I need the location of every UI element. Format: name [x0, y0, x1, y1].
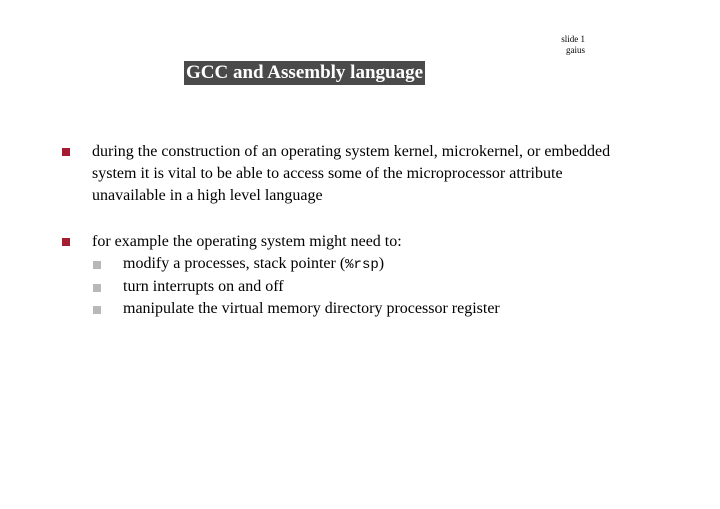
sub-bullet-list: [92, 253, 619, 320]
square-sub-bullet-icon: [93, 284, 101, 292]
bullet-item: [59, 231, 619, 320]
square-bullet-icon: [62, 148, 70, 156]
bullet-text: for example the operating system might need to:: [92, 233, 402, 250]
slide-author: gaius: [566, 45, 585, 55]
square-sub-bullet-icon: [93, 306, 101, 314]
sub-bullet-item: [92, 276, 619, 298]
code-register: %rsp: [345, 257, 379, 273]
slide-meta: [561, 34, 585, 56]
sub-bullet-text-after: ): [378, 255, 385, 272]
sub-bullet-item: [92, 298, 619, 320]
sub-bullet-text: turn interrupts on and off: [123, 278, 284, 295]
sub-bullet-item: [92, 253, 619, 276]
bullet-text: during the construction of an operating system kernel, microkernel, or embedded system it is vital to be able to access some of the microprocessor attribute unavailable in a high level language: [92, 143, 611, 204]
slide-number: slide 1: [561, 34, 585, 44]
sub-bullet-text: manipulate the virtual memory directory processor register: [123, 300, 500, 317]
slide-title: GCC and Assembly language: [186, 62, 424, 83]
bullet-item: [59, 141, 619, 207]
square-bullet-icon: [62, 238, 70, 246]
sub-bullet-text-before: modify a processes, stack pointer (: [123, 255, 346, 272]
bullet-list: [59, 141, 619, 344]
square-sub-bullet-icon: [93, 261, 101, 269]
